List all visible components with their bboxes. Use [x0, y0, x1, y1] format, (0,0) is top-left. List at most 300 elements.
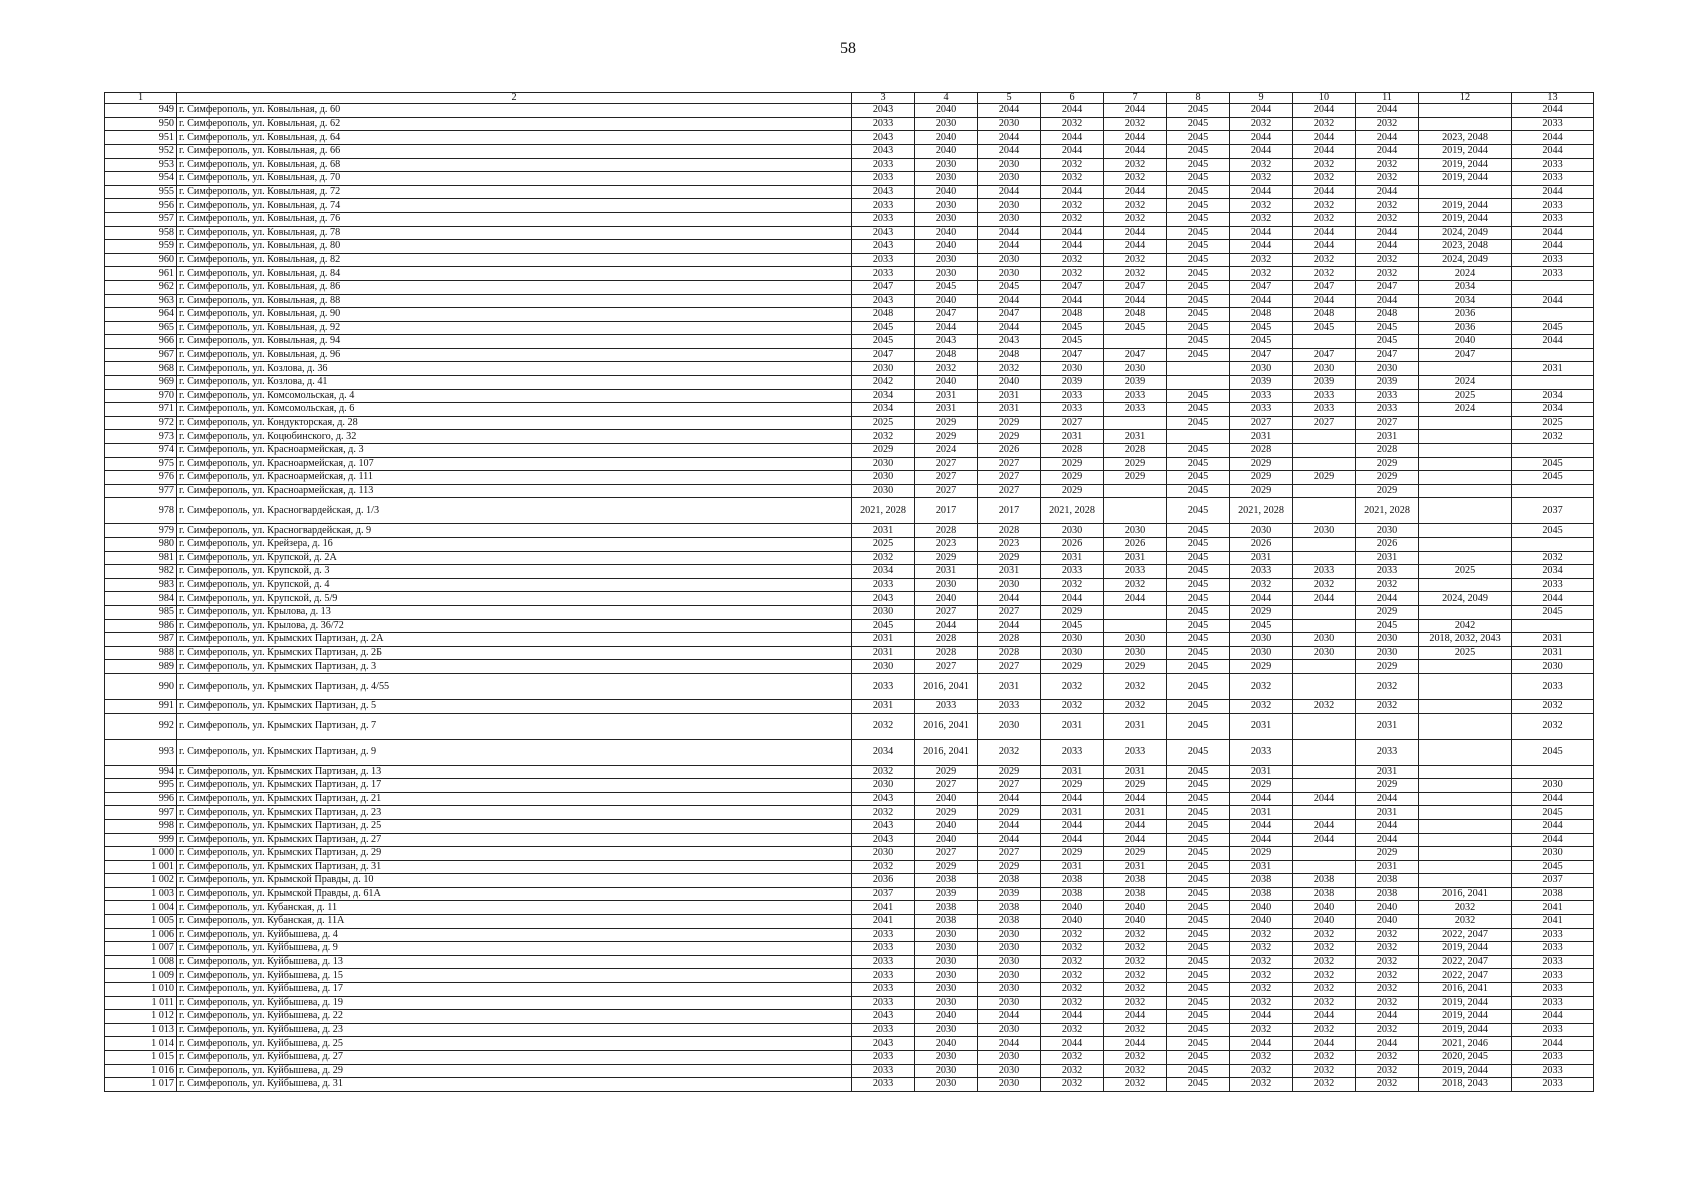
year-cell: 2038 — [1041, 887, 1104, 901]
year-cell: 2045 — [1167, 779, 1230, 793]
year-cell: 2045 — [1293, 321, 1356, 335]
year-cell: 2021, 2028 — [852, 498, 915, 524]
address-cell: г. Симферополь, ул. Козлова, д. 41 — [177, 376, 852, 390]
year-cell: 2025 — [852, 416, 915, 430]
address-cell: г. Симферополь, ул. Ковыльная, д. 92 — [177, 321, 852, 335]
year-cell: 2044 — [1356, 1010, 1419, 1024]
address-cell: г. Симферополь, ул. Крылова, д. 36/72 — [177, 619, 852, 633]
year-cell: 2040 — [915, 819, 978, 833]
year-cell: 2029 — [1104, 471, 1167, 485]
year-cell — [1512, 484, 1594, 498]
year-cell — [1293, 860, 1356, 874]
year-cell: 2044 — [1293, 144, 1356, 158]
year-cell: 2048 — [1356, 308, 1419, 322]
year-cell: 2045 — [1167, 605, 1230, 619]
year-cell: 2033 — [1041, 739, 1104, 765]
year-cell: 2027 — [915, 779, 978, 793]
row-number: 982 — [105, 565, 177, 579]
year-cell: 2032 — [1041, 1023, 1104, 1037]
year-cell: 2032 — [1512, 430, 1594, 444]
year-cell: 2032 — [1104, 983, 1167, 997]
year-cell — [1419, 713, 1512, 739]
year-cell: 2030 — [1041, 646, 1104, 660]
year-cell: 2030 — [915, 942, 978, 956]
year-cell: 2033 — [1293, 403, 1356, 417]
year-cell — [1293, 619, 1356, 633]
table-row — [105, 619, 1594, 633]
year-cell: 2032 — [1041, 983, 1104, 997]
year-cell: 2032 — [1041, 172, 1104, 186]
address-cell: г. Симферополь, ул. Крымских Партизан, д. 2А — [177, 633, 852, 647]
year-cell: 2024 — [915, 444, 978, 458]
year-cell: 2033 — [1512, 1023, 1594, 1037]
year-cell: 2032 — [1230, 253, 1293, 267]
year-cell: 2031 — [1230, 713, 1293, 739]
year-cell: 2032 — [1041, 1051, 1104, 1065]
year-cell: 2045 — [1512, 457, 1594, 471]
row-number: 973 — [105, 430, 177, 444]
year-cell: 2038 — [1293, 874, 1356, 888]
table-row — [105, 646, 1594, 660]
year-cell: 2045 — [915, 280, 978, 294]
year-cell: 2033 — [852, 578, 915, 592]
year-cell: 2032 — [1104, 699, 1167, 713]
table-row — [105, 779, 1594, 793]
year-cell: 2032 — [1041, 578, 1104, 592]
year-cell: 2044 — [1104, 294, 1167, 308]
year-cell: 2033 — [1512, 1078, 1594, 1092]
year-cell: 2017 — [915, 498, 978, 524]
year-cell: 2032 — [1512, 699, 1594, 713]
address-cell: г. Симферополь, ул. Ковыльная, д. 76 — [177, 212, 852, 226]
table-row — [105, 104, 1594, 118]
address-cell: г. Симферополь, ул. Ковыльная, д. 86 — [177, 280, 852, 294]
year-cell: 2045 — [1167, 928, 1230, 942]
year-cell: 2030 — [915, 199, 978, 213]
year-cell: 2032 — [1356, 955, 1419, 969]
year-cell: 2039 — [1104, 376, 1167, 390]
year-cell: 2032 — [1293, 942, 1356, 956]
year-cell: 2045 — [1167, 646, 1230, 660]
table-row — [105, 578, 1594, 592]
year-cell: 2044 — [1104, 792, 1167, 806]
row-number: 959 — [105, 240, 177, 254]
row-number: 980 — [105, 538, 177, 552]
year-cell: 2044 — [1230, 792, 1293, 806]
row-number: 992 — [105, 713, 177, 739]
year-cell: 2040 — [1041, 901, 1104, 915]
year-cell — [1419, 660, 1512, 674]
year-cell: 2047 — [978, 308, 1041, 322]
year-cell: 2018, 2032, 2043 — [1419, 633, 1512, 647]
year-cell: 2032 — [1104, 199, 1167, 213]
year-cell: 2044 — [1293, 792, 1356, 806]
year-cell: 2032 — [1356, 928, 1419, 942]
year-cell: 2041 — [852, 901, 915, 915]
year-cell: 2038 — [1104, 874, 1167, 888]
year-cell: 2033 — [1512, 199, 1594, 213]
year-cell: 2030 — [852, 660, 915, 674]
year-cell: 2033 — [852, 199, 915, 213]
year-cell: 2022, 2047 — [1419, 955, 1512, 969]
address-cell: г. Симферополь, ул. Крымских Партизан, д. 25 — [177, 819, 852, 833]
year-cell: 2040 — [1104, 915, 1167, 929]
year-cell: 2034 — [1512, 565, 1594, 579]
row-number: 999 — [105, 833, 177, 847]
year-cell: 2040 — [915, 226, 978, 240]
year-cell: 2032 — [1293, 172, 1356, 186]
year-cell: 2028 — [915, 524, 978, 538]
row-number: 986 — [105, 619, 177, 633]
year-cell: 2032 — [1104, 158, 1167, 172]
year-cell: 2044 — [1104, 240, 1167, 254]
table-row — [105, 335, 1594, 349]
column-header: 6 — [1041, 93, 1104, 104]
column-header: 13 — [1512, 93, 1594, 104]
year-cell: 2029 — [1041, 457, 1104, 471]
table-row — [105, 362, 1594, 376]
year-cell — [1104, 605, 1167, 619]
row-number: 1 015 — [105, 1051, 177, 1065]
year-cell — [1419, 578, 1512, 592]
year-cell: 2029 — [1356, 660, 1419, 674]
year-cell: 2030 — [1512, 847, 1594, 861]
year-cell: 2029 — [1356, 605, 1419, 619]
year-cell: 2032 — [1356, 996, 1419, 1010]
year-cell: 2044 — [1104, 226, 1167, 240]
year-cell: 2031 — [1041, 551, 1104, 565]
year-cell: 2024 — [1419, 403, 1512, 417]
year-cell: 2045 — [1167, 185, 1230, 199]
year-cell — [1512, 765, 1594, 779]
year-cell: 2044 — [1512, 1010, 1594, 1024]
row-number: 975 — [105, 457, 177, 471]
year-cell: 2045 — [1167, 592, 1230, 606]
year-cell: 2030 — [978, 928, 1041, 942]
year-cell: 2044 — [1293, 226, 1356, 240]
year-cell: 2031 — [915, 565, 978, 579]
address-cell: г. Симферополь, ул. Крымских Партизан, д. 29 — [177, 847, 852, 861]
year-cell: 2047 — [1356, 348, 1419, 362]
year-cell: 2019, 2044 — [1419, 144, 1512, 158]
year-cell: 2030 — [915, 928, 978, 942]
address-cell: г. Симферополь, ул. Красноармейская, д. 3 — [177, 444, 852, 458]
year-cell: 2030 — [1041, 524, 1104, 538]
year-cell — [1419, 498, 1512, 524]
year-cell: 2045 — [1167, 806, 1230, 820]
year-cell: 2044 — [1041, 294, 1104, 308]
row-number: 954 — [105, 172, 177, 186]
year-cell: 2032 — [1104, 942, 1167, 956]
table-row — [105, 430, 1594, 444]
year-cell: 2032 — [1356, 699, 1419, 713]
year-cell: 2030 — [1512, 779, 1594, 793]
table-row — [105, 280, 1594, 294]
year-cell — [1512, 348, 1594, 362]
address-cell: г. Симферополь, ул. Кондукторская, д. 28 — [177, 416, 852, 430]
year-cell: 2045 — [1167, 1010, 1230, 1024]
row-number: 993 — [105, 739, 177, 765]
address-cell: г. Симферополь, ул. Ковыльная, д. 74 — [177, 199, 852, 213]
year-cell: 2030 — [978, 996, 1041, 1010]
year-cell: 2039 — [978, 887, 1041, 901]
year-cell: 2032 — [1356, 117, 1419, 131]
year-cell: 2032 — [1230, 969, 1293, 983]
year-cell — [1419, 833, 1512, 847]
year-cell — [1512, 280, 1594, 294]
year-cell: 2044 — [1512, 144, 1594, 158]
table-body — [105, 104, 1594, 1092]
row-number: 952 — [105, 144, 177, 158]
year-cell: 2045 — [1167, 765, 1230, 779]
address-cell: г. Симферополь, ул. Крымских Партизан, д. 5 — [177, 699, 852, 713]
year-cell: 2033 — [1041, 389, 1104, 403]
year-cell: 2038 — [915, 901, 978, 915]
year-cell: 2032 — [1041, 1078, 1104, 1092]
year-cell: 2044 — [1230, 226, 1293, 240]
row-number: 951 — [105, 131, 177, 145]
year-cell: 2029 — [1104, 779, 1167, 793]
table-row — [105, 308, 1594, 322]
year-cell — [1104, 335, 1167, 349]
year-cell: 2045 — [1167, 619, 1230, 633]
year-cell: 2029 — [1104, 457, 1167, 471]
year-cell: 2045 — [1356, 321, 1419, 335]
year-cell: 2032 — [978, 362, 1041, 376]
year-cell — [1104, 416, 1167, 430]
year-cell: 2044 — [1041, 185, 1104, 199]
year-cell: 2029 — [1230, 660, 1293, 674]
year-cell: 2030 — [978, 172, 1041, 186]
address-cell: г. Симферополь, ул. Куйбышева, д. 4 — [177, 928, 852, 942]
year-cell: 2045 — [852, 619, 915, 633]
year-cell: 2041 — [1512, 915, 1594, 929]
table-row — [105, 389, 1594, 403]
year-cell: 2029 — [1356, 779, 1419, 793]
year-cell: 2044 — [1041, 1010, 1104, 1024]
year-cell: 2029 — [1356, 457, 1419, 471]
table-row — [105, 713, 1594, 739]
row-number: 1 000 — [105, 847, 177, 861]
year-cell: 2032 — [1041, 996, 1104, 1010]
year-cell: 2028 — [915, 646, 978, 660]
year-cell: 2032 — [1293, 212, 1356, 226]
year-cell — [1104, 619, 1167, 633]
year-cell: 2030 — [1230, 633, 1293, 647]
year-cell: 2029 — [915, 430, 978, 444]
year-cell: 2030 — [1104, 362, 1167, 376]
year-cell: 2033 — [1230, 403, 1293, 417]
address-cell: г. Симферополь, ул. Крупской, д. 3 — [177, 565, 852, 579]
year-cell: 2045 — [1167, 212, 1230, 226]
address-cell: г. Симферополь, ул. Крымских Партизан, д. 23 — [177, 806, 852, 820]
year-cell: 2033 — [1104, 739, 1167, 765]
year-cell: 2042 — [1419, 619, 1512, 633]
year-cell: 2044 — [1512, 1037, 1594, 1051]
year-cell: 2032 — [1293, 1051, 1356, 1065]
year-cell: 2029 — [915, 551, 978, 565]
year-cell: 2029 — [1230, 457, 1293, 471]
year-cell: 2019, 2044 — [1419, 1023, 1512, 1037]
year-cell: 2032 — [1419, 901, 1512, 915]
year-cell: 2032 — [1293, 955, 1356, 969]
year-cell: 2045 — [1167, 565, 1230, 579]
year-cell: 2044 — [1512, 592, 1594, 606]
year-cell: 2033 — [1512, 983, 1594, 997]
year-cell: 2032 — [1104, 1064, 1167, 1078]
year-cell: 2030 — [915, 267, 978, 281]
year-cell: 2030 — [915, 1064, 978, 1078]
year-cell: 2040 — [915, 1010, 978, 1024]
year-cell: 2044 — [1356, 240, 1419, 254]
year-cell: 2033 — [1512, 1051, 1594, 1065]
year-cell: 2045 — [1167, 253, 1230, 267]
year-cell: 2033 — [852, 983, 915, 997]
year-cell: 2045 — [1167, 551, 1230, 565]
year-cell: 2044 — [978, 592, 1041, 606]
row-number: 1 003 — [105, 887, 177, 901]
year-cell: 2029 — [1230, 779, 1293, 793]
year-cell: 2031 — [915, 403, 978, 417]
table-row — [105, 348, 1594, 362]
year-cell: 2032 — [1041, 1064, 1104, 1078]
year-cell: 2032 — [1293, 1064, 1356, 1078]
year-cell: 2016, 2041 — [1419, 887, 1512, 901]
year-cell: 2034 — [852, 739, 915, 765]
year-cell: 2037 — [852, 887, 915, 901]
year-cell: 2032 — [1293, 699, 1356, 713]
year-cell: 2031 — [852, 699, 915, 713]
year-cell: 2030 — [852, 605, 915, 619]
year-cell: 2027 — [1356, 416, 1419, 430]
row-number: 1 008 — [105, 955, 177, 969]
year-cell: 2030 — [915, 578, 978, 592]
year-cell: 2029 — [1104, 660, 1167, 674]
table-row — [105, 294, 1594, 308]
row-number: 979 — [105, 524, 177, 538]
year-cell: 2045 — [1512, 471, 1594, 485]
year-cell: 2045 — [1167, 996, 1230, 1010]
year-cell: 2044 — [1512, 104, 1594, 118]
year-cell: 2030 — [978, 942, 1041, 956]
address-cell: г. Симферополь, ул. Куйбышева, д. 25 — [177, 1037, 852, 1051]
year-cell: 2044 — [978, 819, 1041, 833]
year-cell: 2045 — [1167, 660, 1230, 674]
row-number: 1 010 — [105, 983, 177, 997]
year-cell: 2032 — [1293, 1078, 1356, 1092]
year-cell: 2044 — [1041, 226, 1104, 240]
year-cell — [1419, 860, 1512, 874]
year-cell: 2031 — [1041, 713, 1104, 739]
year-cell: 2044 — [1356, 185, 1419, 199]
column-header: 5 — [978, 93, 1041, 104]
year-cell: 2025 — [852, 538, 915, 552]
year-cell: 2044 — [1104, 104, 1167, 118]
year-cell: 2044 — [978, 131, 1041, 145]
year-cell: 2031 — [1356, 430, 1419, 444]
year-cell: 2030 — [978, 955, 1041, 969]
row-number: 971 — [105, 403, 177, 417]
year-cell: 2033 — [1230, 389, 1293, 403]
year-cell: 2019, 2044 — [1419, 158, 1512, 172]
year-cell: 2029 — [1041, 471, 1104, 485]
year-cell — [1293, 779, 1356, 793]
table-row — [105, 765, 1594, 779]
year-cell: 2032 — [1512, 713, 1594, 739]
year-cell: 2031 — [915, 389, 978, 403]
year-cell: 2044 — [1512, 335, 1594, 349]
year-cell: 2044 — [1041, 833, 1104, 847]
table-row — [105, 471, 1594, 485]
year-cell: 2044 — [1356, 819, 1419, 833]
year-cell: 2032 — [1041, 699, 1104, 713]
year-cell: 2043 — [852, 1037, 915, 1051]
year-cell: 2045 — [1167, 416, 1230, 430]
year-cell: 2032 — [1104, 1078, 1167, 1092]
year-cell: 2040 — [1293, 901, 1356, 915]
row-number: 996 — [105, 792, 177, 806]
year-cell: 2045 — [1167, 819, 1230, 833]
address-cell: г. Симферополь, ул. Куйбышева, д. 17 — [177, 983, 852, 997]
table-row — [105, 792, 1594, 806]
year-cell — [1419, 551, 1512, 565]
table-row — [105, 457, 1594, 471]
year-cell: 2031 — [1230, 806, 1293, 820]
column-header: 10 — [1293, 93, 1356, 104]
year-cell: 2040 — [915, 144, 978, 158]
year-cell: 2045 — [1512, 860, 1594, 874]
year-cell: 2032 — [1041, 942, 1104, 956]
year-cell: 2030 — [978, 713, 1041, 739]
year-cell: 2023, 2048 — [1419, 131, 1512, 145]
year-cell: 2030 — [915, 117, 978, 131]
year-cell: 2044 — [1230, 592, 1293, 606]
year-cell: 2032 — [1230, 199, 1293, 213]
year-cell: 2032 — [1293, 253, 1356, 267]
year-cell — [1419, 457, 1512, 471]
table-row — [105, 524, 1594, 538]
year-cell: 2016, 2041 — [915, 739, 978, 765]
table-row — [105, 253, 1594, 267]
table-row — [105, 928, 1594, 942]
year-cell: 2045 — [1356, 335, 1419, 349]
year-cell: 2029 — [978, 860, 1041, 874]
row-number: 957 — [105, 212, 177, 226]
year-cell: 2030 — [915, 983, 978, 997]
year-cell: 2032 — [1230, 928, 1293, 942]
page-number: 58 — [840, 40, 856, 57]
year-cell: 2048 — [1041, 308, 1104, 322]
year-cell: 2033 — [978, 699, 1041, 713]
row-number: 985 — [105, 605, 177, 619]
table-row — [105, 887, 1594, 901]
year-cell: 2030 — [915, 212, 978, 226]
year-cell: 2033 — [1104, 403, 1167, 417]
year-cell: 2040 — [915, 294, 978, 308]
year-cell: 2033 — [1356, 739, 1419, 765]
table-row — [105, 185, 1594, 199]
year-cell: 2043 — [852, 592, 915, 606]
year-cell: 2030 — [915, 969, 978, 983]
year-cell: 2032 — [1041, 955, 1104, 969]
year-cell: 2032 — [852, 765, 915, 779]
year-cell: 2029 — [1230, 605, 1293, 619]
row-number: 963 — [105, 294, 177, 308]
year-cell: 2024 — [1419, 267, 1512, 281]
year-cell: 2045 — [1167, 1064, 1230, 1078]
year-cell: 2032 — [1104, 996, 1167, 1010]
year-cell: 2033 — [852, 117, 915, 131]
